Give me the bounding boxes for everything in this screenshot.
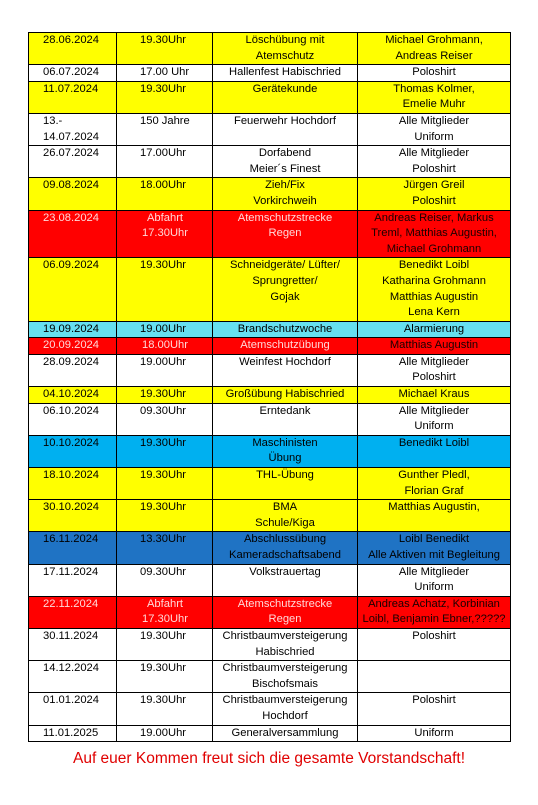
participants-cell (358, 65, 511, 82)
event-cell (213, 596, 358, 628)
event-cell-text: Generalversammlung (231, 726, 339, 739)
participants-cell-text: Jürgen Greil Poloshirt (403, 179, 465, 207)
date-cell-text: 11.07.2024 (43, 82, 99, 95)
event-cell-text: Atemschutzstrecke Regen (237, 597, 333, 626)
schedule-row (29, 564, 511, 596)
date-cell (29, 178, 117, 210)
date-cell (29, 146, 117, 178)
date-cell-text: 01.01.2024 (43, 694, 99, 707)
schedule-row (29, 258, 511, 321)
participants-cell-text: Poloshirt (412, 66, 456, 79)
time-cell (117, 146, 213, 178)
date-cell (29, 596, 117, 628)
time-cell (117, 387, 213, 404)
time-cell-text: 13.30Uhr (140, 533, 187, 546)
date-cell-text: 17.11.2024 (43, 565, 99, 578)
event-cell (213, 725, 358, 742)
participants-cell (358, 210, 511, 258)
date-cell (29, 500, 117, 532)
date-cell (29, 210, 117, 258)
time-cell (117, 564, 213, 596)
event-cell (213, 628, 358, 660)
event-cell-text: Feuerwehr Hochdorf (234, 114, 336, 127)
event-cell-text: Großübung Habischried (225, 388, 345, 401)
date-cell (29, 564, 117, 596)
event-cell-text: Atemschutzübung (240, 339, 330, 352)
date-cell-text: 30.11.2024 (43, 629, 99, 642)
date-cell (29, 354, 117, 386)
time-cell (117, 81, 213, 113)
date-cell (29, 403, 117, 435)
time-cell-text: Abfahrt 17.30Uhr (141, 211, 189, 240)
event-cell-text: Gerätekunde (252, 82, 318, 95)
time-cell-text: 17.00 Uhr (140, 66, 190, 79)
time-cell (117, 468, 213, 500)
participants-cell (358, 628, 511, 660)
time-cell-text: 19.30Uhr (140, 694, 187, 707)
time-cell-text: 19.30Uhr (140, 388, 187, 401)
participants-cell-text: Alle Mitglieder Uniform (398, 114, 470, 143)
date-cell (29, 113, 117, 145)
participants-cell (358, 435, 511, 467)
date-cell-text: 22.11.2024 (43, 597, 99, 610)
time-cell (117, 725, 213, 742)
time-cell (117, 435, 213, 467)
time-cell (117, 532, 213, 564)
schedule-table (28, 32, 511, 742)
participants-cell-text: Alle Mitglieder Poloshirt (398, 355, 470, 384)
date-cell-text: 04.10.2024 (43, 388, 99, 401)
time-cell (117, 338, 213, 355)
time-cell (117, 661, 213, 693)
time-cell (117, 65, 213, 82)
event-cell (213, 387, 358, 404)
schedule-row (29, 661, 511, 693)
time-cell-text: 19.00Uhr (140, 322, 187, 335)
schedule-row (29, 596, 511, 628)
schedule-row (29, 33, 511, 65)
event-cell (213, 338, 358, 355)
schedule-row (29, 113, 511, 145)
event-cell-text: Maschinisten Übung (252, 436, 318, 465)
date-cell-text: 11.01.2025 (43, 726, 99, 739)
participants-cell-text: Poloshirt (412, 629, 456, 642)
time-cell-text: 18.00Uhr (140, 179, 187, 192)
date-cell-text: 14.12.2024 (43, 662, 99, 675)
time-cell (117, 33, 213, 65)
event-cell (213, 403, 358, 435)
schedule-row (29, 321, 511, 338)
schedule-row (29, 468, 511, 500)
time-cell (117, 210, 213, 258)
participants-cell (358, 564, 511, 596)
event-cell (213, 178, 358, 210)
date-cell (29, 468, 117, 500)
time-cell-text: 19.30Uhr (140, 259, 187, 272)
event-cell-text: THL-Übung (256, 469, 314, 482)
time-cell (117, 321, 213, 338)
participants-cell (358, 321, 511, 338)
event-cell-text: Zieh/Fix Vorkirchweih (253, 179, 317, 207)
date-cell-text: 10.10.2024 (43, 436, 99, 449)
participants-cell (358, 146, 511, 178)
date-cell-text: 20.09.2024 (43, 339, 99, 352)
event-cell (213, 321, 358, 338)
event-cell-text: Volkstrauertag (249, 565, 321, 578)
schedule-row (29, 725, 511, 742)
event-cell-text: Erntedank (259, 404, 311, 417)
time-cell (117, 258, 213, 321)
participants-cell-text: Matthias Augustin (389, 339, 479, 352)
date-cell-text: 13.- 14.07.2024 (43, 114, 99, 143)
event-cell (213, 33, 358, 65)
date-cell (29, 65, 117, 82)
time-cell-text: 19.30Uhr (140, 629, 187, 642)
time-cell (117, 596, 213, 628)
event-cell-text: Christbaumversteigerung Habischried (222, 629, 348, 658)
time-cell (117, 354, 213, 386)
participants-cell (358, 33, 511, 65)
time-cell-text: 19.00Uhr (140, 355, 187, 368)
participants-cell-text: Gunther Pledl, Florian Graf (398, 469, 470, 497)
schedule-row (29, 693, 511, 725)
event-cell-text: Schneidgeräte/ Lüfter/ Sprungretter/ Gojak (229, 259, 341, 303)
date-cell-text: 28.09.2024 (43, 355, 99, 368)
event-cell-text: Christbaumversteigerung Hochdorf (222, 694, 348, 722)
time-cell (117, 500, 213, 532)
participants-cell-text: Thomas Kolmer, Emelie Muhr (393, 82, 475, 111)
event-cell-text: Weinfest Hochdorf (239, 355, 331, 368)
time-cell (117, 403, 213, 435)
date-cell (29, 81, 117, 113)
event-cell (213, 468, 358, 500)
event-cell (213, 693, 358, 725)
time-cell-text: 09.30Uhr (140, 404, 187, 417)
participants-cell-text: Andreas Reiser, Markus Treml, Matthias Augustin, Michael Grohmann (371, 211, 497, 255)
date-cell (29, 321, 117, 338)
date-cell-text: 06.10.2024 (43, 404, 99, 417)
event-cell (213, 210, 358, 258)
event-cell-text: Brandschutzwoche (237, 322, 333, 335)
participants-cell-text: Michael Kraus (398, 388, 470, 401)
participants-cell-text: Benedikt Loibl (398, 436, 470, 449)
participants-cell (358, 113, 511, 145)
event-cell-text: Abschlussübung Kameradschaftsabend (229, 533, 341, 561)
participants-cell (358, 403, 511, 435)
time-cell-text: 19.30Uhr (140, 469, 187, 482)
time-cell-text: 150 Jahre (140, 114, 190, 127)
participants-cell-text: Benedikt Loibl Katharina Grohmann Matthias Augustin Lena Kern (382, 259, 486, 319)
participants-cell-text: Alarmierung (403, 322, 465, 335)
schedule-row (29, 387, 511, 404)
event-cell (213, 65, 358, 82)
date-cell (29, 33, 117, 65)
date-cell-text: 06.07.2024 (43, 66, 99, 79)
schedule-row (29, 210, 511, 258)
participants-cell (358, 178, 511, 210)
date-cell-text: 23.08.2024 (43, 211, 99, 224)
schedule-row (29, 178, 511, 210)
date-cell-text: 06.09.2024 (43, 259, 99, 272)
time-cell-text: 19.30Uhr (140, 501, 187, 514)
date-cell (29, 338, 117, 355)
event-cell-text: Atemschutzstrecke Regen (237, 211, 333, 240)
participants-cell (358, 258, 511, 321)
date-cell (29, 435, 117, 467)
participants-cell-text: Michael Grohmann, Andreas Reiser (385, 34, 483, 62)
time-cell-text: 19.00Uhr (140, 726, 187, 739)
participants-cell (358, 532, 511, 564)
participants-cell (358, 596, 511, 628)
event-cell (213, 146, 358, 178)
participants-cell-text: Alle Mitglieder Poloshirt (398, 147, 470, 175)
date-cell-text: 19.09.2024 (43, 322, 99, 335)
schedule-row (29, 532, 511, 564)
schedule-body (29, 33, 511, 742)
event-cell (213, 354, 358, 386)
date-cell (29, 258, 117, 321)
event-cell (213, 532, 358, 564)
event-cell (213, 435, 358, 467)
participants-cell (358, 387, 511, 404)
schedule-row (29, 628, 511, 660)
date-cell-text: 18.10.2024 (43, 469, 99, 482)
event-cell-text: Löschübung mit Atemschutz (245, 34, 325, 62)
schedule-row (29, 81, 511, 113)
participants-cell-text: Loibl Benedikt Alle Aktiven mit Begleitung (368, 533, 500, 561)
date-cell (29, 628, 117, 660)
participants-cell (358, 500, 511, 532)
time-cell-text: Abfahrt 17.30Uhr (141, 597, 189, 626)
event-cell-text: BMA Schule/Kiga (255, 501, 315, 529)
event-cell (213, 500, 358, 532)
schedule-row (29, 65, 511, 82)
footer-note: Auf euer Kommen freut sich die gesamte Vorstandschaft! (72, 750, 465, 767)
participants-cell (358, 354, 511, 386)
date-cell-text: 26.07.2024 (43, 147, 99, 160)
time-cell-text: 19.30Uhr (140, 82, 187, 95)
time-cell-text: 18.00Uhr (141, 339, 189, 352)
time-cell-text: 19.30Uhr (140, 436, 187, 449)
schedule-row (29, 146, 511, 178)
event-cell (213, 661, 358, 693)
date-cell-text: 09.08.2024 (43, 179, 99, 192)
date-cell (29, 725, 117, 742)
time-cell-text: 17.00Uhr (140, 147, 187, 160)
event-cell (213, 564, 358, 596)
date-cell-text: 16.11.2024 (43, 533, 99, 546)
participants-cell (358, 81, 511, 113)
participants-cell-text: Matthias Augustin, (388, 501, 480, 514)
time-cell-text: 19.30Uhr (140, 34, 187, 46)
participants-cell-text: Alle Mitglieder Uniform (398, 404, 470, 433)
schedule-row (29, 500, 511, 532)
date-cell (29, 532, 117, 564)
event-cell (213, 258, 358, 321)
participants-cell-text: Alle Mitglieder Uniform (398, 565, 470, 594)
time-cell (117, 113, 213, 145)
date-cell (29, 693, 117, 725)
event-cell (213, 81, 358, 113)
schedule-row (29, 435, 511, 467)
event-cell-text: Dorfabend Meier´s Finest (249, 147, 321, 175)
time-cell (117, 628, 213, 660)
participants-cell (358, 725, 511, 742)
time-cell (117, 693, 213, 725)
event-cell (213, 113, 358, 145)
participants-cell-text: Andreas Achatz, Korbinian Loibl, Benjamin Ebner,????? (362, 597, 506, 626)
schedule-row (29, 354, 511, 386)
schedule-row (29, 338, 511, 355)
participants-cell-text: Uniform (414, 726, 454, 739)
date-cell-text: 30.10.2024 (43, 501, 99, 514)
time-cell-text: 19.30Uhr (140, 662, 187, 675)
event-cell-text: Hallenfest Habischried (229, 66, 341, 79)
participants-cell (358, 661, 511, 693)
participants-cell (358, 468, 511, 500)
date-cell (29, 387, 117, 404)
event-cell-text: Christbaumversteigerung Bischofsmais (222, 662, 348, 690)
time-cell-text: 09.30Uhr (140, 565, 187, 578)
schedule-row (29, 403, 511, 435)
date-cell (29, 661, 117, 693)
participants-cell-text: Poloshirt (412, 694, 456, 707)
date-cell-text: 28.06.2024 (43, 34, 99, 46)
participants-cell (358, 338, 511, 355)
participants-cell (358, 693, 511, 725)
time-cell (117, 178, 213, 210)
